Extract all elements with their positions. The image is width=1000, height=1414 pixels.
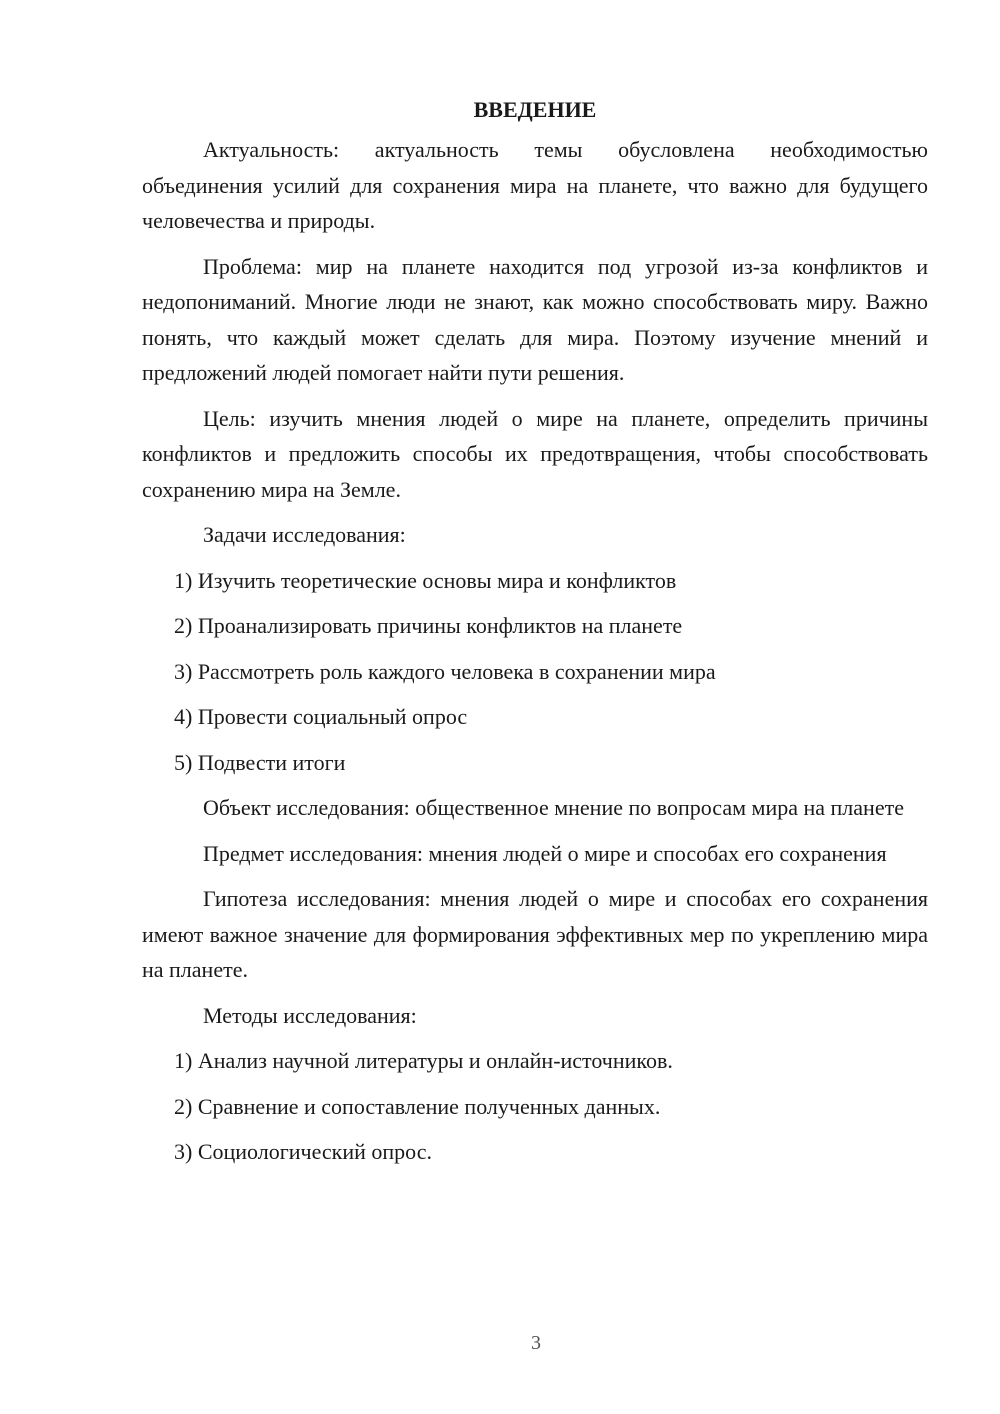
task-item: 5) Подвести итоги [174, 749, 346, 775]
goal-paragraph: Цель: изучить мнения людей о мире на планете, определить причины конфликтов и предложить способы их предотвращения, чтобы способствовать сохранению мира на Земле. [142, 405, 928, 502]
hypothesis-paragraph: Гипотеза исследования: мнения людей о мире и способах его сохранения имеют важное значение для формирования эффективных мер по укреплению мира на планете. [142, 886, 928, 982]
document-page [142, 92, 928, 1180]
object-paragraph: Объект исследования: общественное мнение по вопросам мира на планете [203, 795, 904, 820]
methods-heading: Методы исследования: [203, 1002, 417, 1028]
relevance-paragraph: Актуальность: актуальность темы обусловлена необходимостью объединения усилий для сохранения мира на планете, что важно для будущего человечества и природы. [142, 137, 928, 233]
problem-paragraph: Проблема: мир на планете находится под угрозой из-за конфликтов и недопониманий. Многие люди не знают, как можно способствовать миру. Важно понять, что каждый может сделать для мира. Поэтому изучение мнений и предложений людей помогает найти пути решения. [142, 253, 928, 385]
page-number: 3 [531, 1332, 541, 1354]
task-item: 1) Изучить теоретические основы мира и конфликтов [174, 567, 677, 593]
task-item: 2) Проанализировать причины конфликтов на планете [174, 613, 683, 638]
method-item: 3) Социологический опрос. [174, 1139, 432, 1164]
task-item: 4) Провести социальный опрос [174, 704, 468, 729]
tasks-heading: Задачи исследования: [203, 522, 406, 547]
section-title: ВВЕДЕНИЕ [473, 97, 597, 122]
method-item: 1) Анализ научной литературы и онлайн-источников. [174, 1048, 673, 1073]
task-item: 3) Рассмотреть роль каждого человека в сохранении мира [174, 658, 716, 684]
method-item: 2) Сравнение и сопоставление полученных данных. [174, 1093, 661, 1119]
subject-paragraph: Предмет исследования: мнения людей о мире и способах его сохранения [203, 840, 887, 866]
